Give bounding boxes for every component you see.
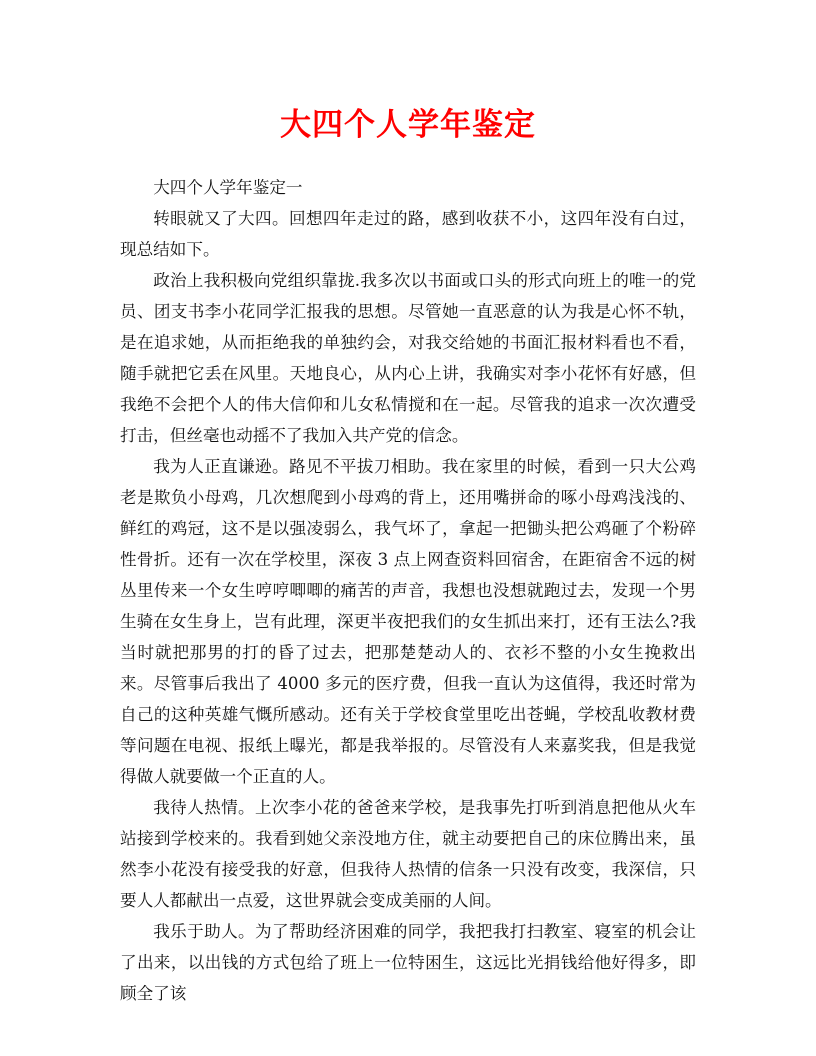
paragraph-intro: 转眼就又了大四。回想四年走过的路，感到收获不小，这四年没有白过，现总结如下。	[120, 209, 696, 259]
paragraph-helpfulness: 我乐于助人。为了帮助经济困难的同学，我把我打扫教室、寝室的机会让了出来，以出钱的方式包给了班上一位特困生，这远比光捐钱给他好得多，即顾全了该	[120, 922, 696, 1003]
section-heading: 大四个人学年鉴定一	[153, 178, 303, 197]
paragraph-warmth: 我待人热情。上次李小花的爸爸来学校，是我事先打听到消息把他从火车站接到学校来的。我看到她父亲没地方住，就主动要把自己的床位腾出来，虽然李小花没有接受我的好意，但我待人热情的信条一只没有改变，我深信，只要人人都献出一点爱，这世界就会变成美丽的人间。	[120, 798, 696, 910]
paragraph-integrity: 我为人正直谦逊。路见不平拔刀相助。我在家里的时候，看到一只大公鸡老是欺负小母鸡，几次想爬到小母鸡的背上，还用嘴拼命的啄小母鸡浅浅的、鲜红的鸡冠，这不是以强凌弱么，我气坏了，拿起一把锄头把公鸡砸了个粉碎性骨折。还有一次在学校里，深夜 3 点上网查资料回宿舍，在距宿舍不远的树丛里传来一个女生哼哼唧唧的痛苦的声音，我想也没想就跑过去，发现一个男生骑在女生身上，岂有此理，深更半夜把我们的女生抓出来打，还有王法么?我当时就把那男的打的昏了过去，把那楚楚动人的、衣衫不整的小女生挽救出来。尽管事后我出了 4000 多元的医疗费，但我一直认为这值得，我还时常为自己的这种英雄气慨所感动。还有关于学校食堂里吃出苍蝇，学校乱收教材费等问题在电视、报纸上曝光，都是我举报的。尽管没有人来嘉奖我，但是我觉得做人就要做一个正直的人。	[120, 457, 696, 786]
document-title: 大四个人学年鉴定	[280, 107, 536, 143]
paragraph-politics: 政治上我积极向党组织靠拢.我多次以书面或口头的形式向班上的唯一的党员、团支书李小花同学汇报我的思想。尽管她一直恶意的认为我是心怀不轨，是在追求她，从而拒绝我的单独约会，对我交给她的书面汇报材料看也不看，随手就把它丢在风里。天地良心，从内心上讲，我确实对李小花怀有好感，但我绝不会把个人的伟大信仰和儿女私情搅和在一起。尽管我的追求一次次遭受打击，但丝毫也动摇不了我加入共产党的信念。	[120, 271, 696, 445]
document-body	[120, 172, 696, 1009]
